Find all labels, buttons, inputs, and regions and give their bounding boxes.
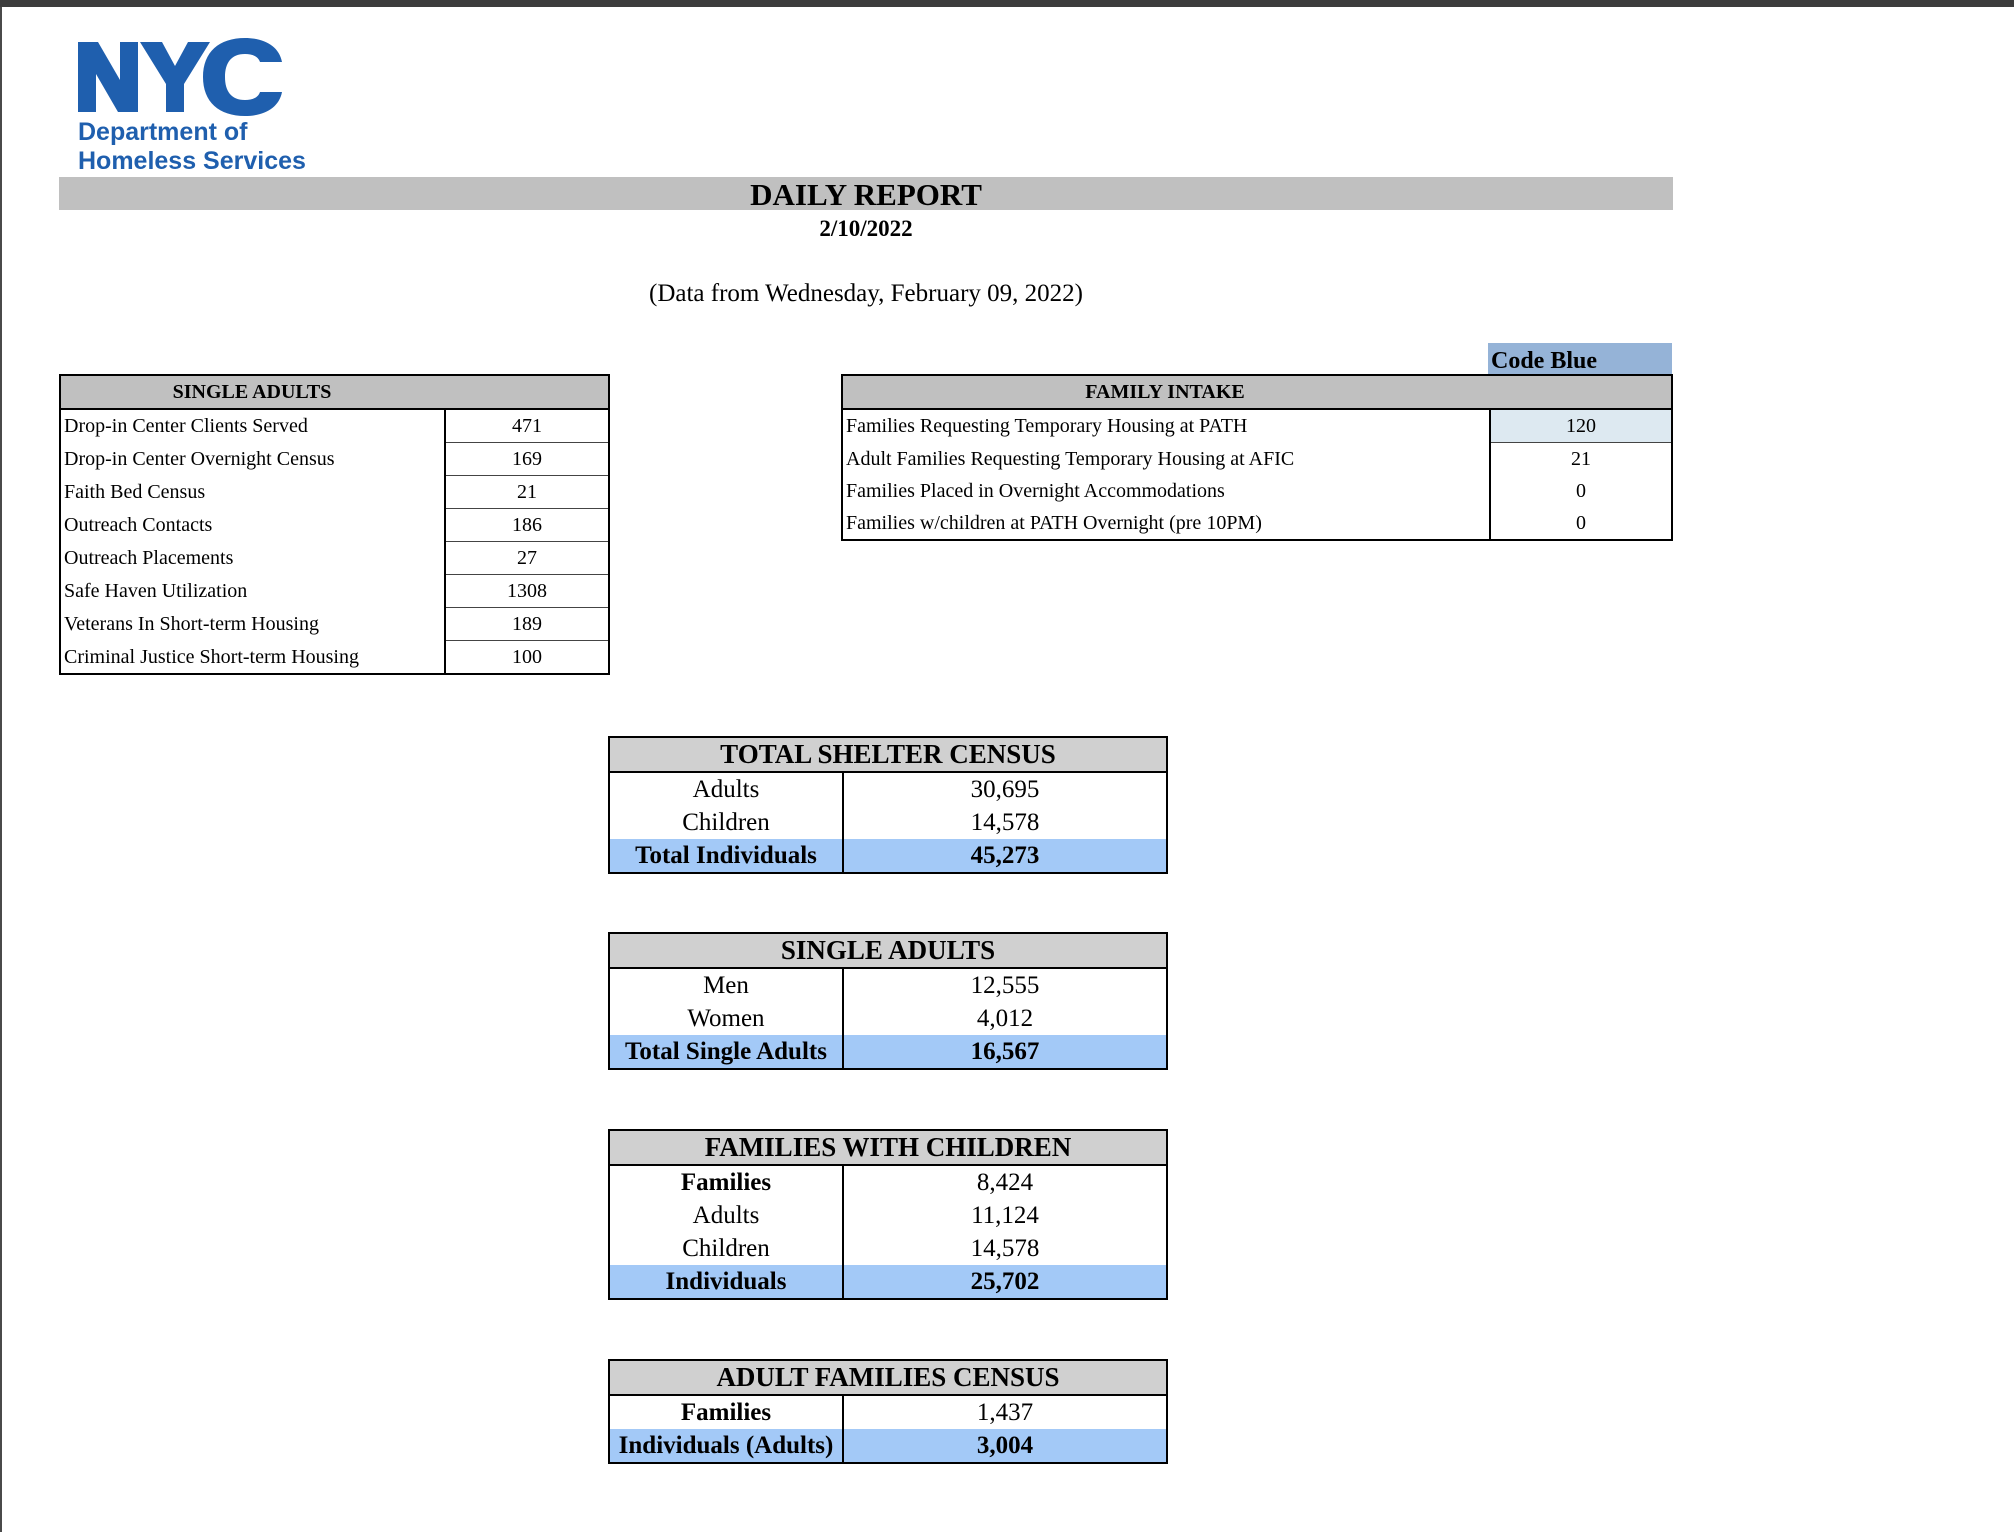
row-label: Families bbox=[609, 1395, 843, 1429]
row-value: 189 bbox=[445, 608, 609, 641]
total-label: Total Single Adults bbox=[609, 1035, 843, 1069]
table-row bbox=[842, 409, 1672, 443]
row-value: 0 bbox=[1490, 507, 1672, 540]
total-label: Individuals (Adults) bbox=[609, 1429, 843, 1463]
table-row bbox=[60, 443, 609, 476]
row-label: Drop-in Center Overnight Census bbox=[64, 448, 335, 470]
row-value: 1,437 bbox=[976, 1399, 1034, 1426]
row-value: 120 bbox=[1490, 409, 1672, 443]
code-blue-badge: Code Blue bbox=[1488, 343, 1672, 375]
single-adults-table bbox=[59, 374, 610, 675]
row-value: 14,578 bbox=[970, 1235, 1040, 1262]
table-row bbox=[60, 608, 609, 641]
table-header-row bbox=[609, 1360, 1167, 1395]
table-row bbox=[60, 542, 609, 575]
table-header-row bbox=[609, 1130, 1167, 1165]
total-label: Total Individuals bbox=[609, 839, 843, 873]
row-label: Criminal Justice Short-term Housing bbox=[64, 645, 359, 668]
report-date: 2/10/2022 bbox=[819, 216, 913, 241]
row-value: 471 bbox=[445, 409, 609, 443]
table-row bbox=[842, 507, 1672, 540]
table-row bbox=[609, 1232, 1167, 1265]
table-header-row bbox=[609, 933, 1167, 968]
row-label: Adults bbox=[609, 772, 843, 806]
single-adults-census-table bbox=[608, 932, 1168, 1070]
family-intake-title bbox=[842, 375, 1672, 409]
row-value: 21 bbox=[1490, 443, 1672, 476]
window-left-border bbox=[0, 7, 2, 1532]
table-row bbox=[609, 1165, 1167, 1199]
table-row bbox=[609, 1002, 1167, 1035]
row-value: 8,424 bbox=[976, 1169, 1034, 1196]
total-row bbox=[609, 1035, 1167, 1069]
row-label: Drop-in Center Clients Served bbox=[64, 415, 308, 438]
single-adults-title bbox=[60, 375, 609, 409]
table-header-row bbox=[842, 375, 1672, 409]
table-row bbox=[609, 1395, 1167, 1429]
row-value: 12,555 bbox=[970, 972, 1040, 999]
nyc-logo-mark bbox=[78, 38, 283, 116]
row-value: 186 bbox=[445, 509, 609, 542]
row-label: Families Requesting Temporary Housing at PATH bbox=[846, 415, 1248, 438]
adult-families-census-title: ADULT FAMILIES CENSUS bbox=[609, 1360, 1167, 1395]
families-with-children-title: FAMILIES WITH CHILDREN bbox=[609, 1130, 1167, 1165]
table-row bbox=[842, 475, 1672, 507]
row-value: 0 bbox=[1490, 475, 1672, 507]
row-label: Families bbox=[609, 1165, 843, 1199]
total-value: 3,004 bbox=[843, 1429, 1167, 1463]
family-intake-table bbox=[841, 374, 1673, 541]
row-label: Faith Bed Census bbox=[64, 481, 206, 503]
row-value: 1308 bbox=[445, 575, 609, 608]
window-top-border bbox=[0, 0, 2014, 7]
total-shelter-census-title: TOTAL SHELTER CENSUS bbox=[609, 737, 1167, 772]
single-adults-title-text: SINGLE ADULTS bbox=[172, 381, 332, 403]
data-from-note: (Data from Wednesday, February 09, 2022) bbox=[649, 280, 1083, 307]
nyc-logo bbox=[78, 38, 283, 121]
row-label: Children bbox=[609, 1232, 843, 1265]
row-label: Women bbox=[609, 1002, 843, 1035]
table-row bbox=[60, 476, 609, 509]
row-value: 169 bbox=[445, 443, 609, 476]
table-row bbox=[609, 968, 1167, 1002]
total-row bbox=[609, 1429, 1167, 1463]
agency-name-line1: Department of bbox=[78, 118, 248, 146]
table-row bbox=[60, 409, 609, 443]
table-row bbox=[60, 575, 609, 608]
table-row bbox=[60, 641, 609, 675]
table-header-row bbox=[60, 375, 609, 409]
row-label: Veterans In Short-term Housing bbox=[64, 613, 319, 635]
row-value: 21 bbox=[445, 476, 609, 509]
table-row bbox=[609, 806, 1167, 839]
row-label: Families w/children at PATH Overnight (pre 10PM) bbox=[846, 512, 1262, 534]
agency-name bbox=[78, 118, 306, 176]
table-row bbox=[609, 772, 1167, 806]
row-value: 27 bbox=[445, 542, 609, 575]
family-intake-title-text: FAMILY INTAKE bbox=[1085, 381, 1245, 403]
row-value: 30,695 bbox=[970, 776, 1040, 803]
row-label: Adults bbox=[609, 1199, 843, 1232]
table-row bbox=[609, 1199, 1167, 1232]
total-value: 16,567 bbox=[843, 1035, 1167, 1069]
total-row bbox=[609, 839, 1167, 873]
row-value: 100 bbox=[445, 641, 609, 675]
row-label: Families Placed in Overnight Accommodations bbox=[846, 480, 1225, 502]
row-value: 11,124 bbox=[971, 1202, 1039, 1229]
total-label: Individuals bbox=[609, 1265, 843, 1299]
row-value: 14,578 bbox=[970, 809, 1040, 836]
total-value: 25,702 bbox=[843, 1265, 1167, 1299]
row-label: Men bbox=[609, 968, 843, 1002]
row-label: Safe Haven Utilization bbox=[64, 580, 248, 602]
table-header-row bbox=[609, 737, 1167, 772]
families-with-children-table bbox=[608, 1129, 1168, 1300]
table-row bbox=[842, 443, 1672, 476]
row-label: Children bbox=[609, 806, 843, 839]
report-title: DAILY REPORT bbox=[750, 177, 982, 212]
adult-families-census-table bbox=[608, 1359, 1168, 1464]
row-label: Adult Families Requesting Temporary Housing at AFIC bbox=[846, 447, 1295, 470]
total-value: 45,273 bbox=[843, 839, 1167, 873]
agency-name-line2: Homeless Services bbox=[78, 147, 306, 175]
total-shelter-census-table bbox=[608, 736, 1168, 874]
table-row bbox=[60, 509, 609, 542]
row-value: 4,012 bbox=[976, 1005, 1034, 1032]
total-row bbox=[609, 1265, 1167, 1299]
single-adults-census-title: SINGLE ADULTS bbox=[609, 933, 1167, 968]
row-label: Outreach Placements bbox=[64, 547, 234, 569]
row-label: Outreach Contacts bbox=[64, 514, 213, 536]
